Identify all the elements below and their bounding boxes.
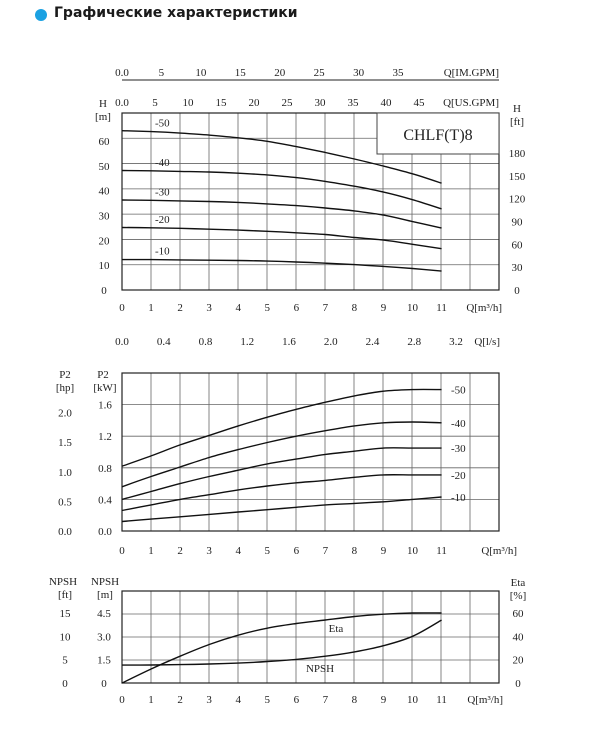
power-kw-label: P2 — [97, 369, 109, 381]
flow-ls-tick: 0.8 — [198, 336, 213, 348]
power-x-tick: 9 — [380, 545, 387, 557]
npsh-x-label: Q[m³/h] — [467, 694, 503, 706]
head-curve-label: -40 — [155, 156, 170, 169]
head-x-tick: 9 — [380, 302, 387, 314]
flow-ls-tick: 0.4 — [156, 336, 171, 348]
head-y-tick: 20 — [98, 235, 110, 248]
power-curve-label: -40 — [451, 417, 466, 430]
head-x-tick: 11 — [436, 302, 447, 314]
im-gpm-tick: 5 — [158, 67, 165, 79]
eta-tick: 40 — [512, 631, 524, 644]
head-y-label: H — [99, 98, 107, 110]
im-gpm-tick: 0.0 — [115, 67, 129, 79]
head-x-tick: 4 — [235, 302, 241, 314]
head-curve-label: -30 — [155, 186, 170, 199]
head-curve-label: -10 — [155, 245, 170, 258]
eta-tick: 20 — [512, 654, 524, 667]
curve-eta — [122, 613, 442, 683]
npsh-x-tick: 3 — [206, 694, 212, 706]
npsh-m-tick: 1.5 — [97, 654, 111, 667]
npsh-x-tick: 1 — [148, 694, 154, 706]
power-x-tick: 0 — [119, 545, 125, 557]
us-gpm-tick: 45 — [413, 97, 425, 109]
npsh-m-unit: [m] — [97, 589, 113, 601]
eta-tick: 60 — [512, 608, 524, 620]
power-x-tick: 5 — [264, 545, 271, 557]
power-hp-tick: 0.5 — [58, 496, 72, 509]
npsh-m-tick: 4.5 — [97, 608, 111, 620]
npsh-m-tick: 0 — [101, 678, 107, 690]
head-curve--40 — [122, 171, 442, 209]
power-x-tick: 3 — [206, 545, 212, 557]
head-chart — [95, 67, 526, 348]
flow-ls-tick: 2.8 — [407, 336, 422, 348]
npsh-x-tick: 10 — [407, 694, 419, 706]
eta-tick: 0 — [515, 678, 521, 690]
head-yright-tick: 30 — [511, 262, 523, 275]
power-x-label: Q[m³/h] — [481, 545, 517, 557]
power-chart — [56, 369, 517, 557]
power-curve--40 — [122, 422, 442, 487]
head-y-tick: 0 — [101, 285, 107, 297]
npsh-ft-label: NPSH — [48, 576, 78, 588]
model-label: CHLF(T)8 — [403, 127, 473, 144]
flow-ls-tick: 2.0 — [323, 336, 338, 348]
npsh-ft-tick: 15 — [59, 608, 71, 620]
eta-curve-label: Eta — [328, 623, 344, 635]
power-frame — [122, 373, 499, 531]
power-x-tick: 7 — [322, 545, 329, 557]
head-curve-label: -20 — [155, 213, 170, 226]
power-x-tick: 6 — [293, 545, 300, 557]
im-gpm-tick: 35 — [392, 67, 404, 79]
head-y-unit: [m] — [95, 111, 111, 123]
us-gpm-tick: 5 — [152, 97, 158, 109]
head-yright-tick: 150 — [508, 170, 526, 183]
us-gpm-tick: 25 — [281, 97, 293, 109]
npsh-m-tick: 3.0 — [97, 631, 111, 644]
head-y-tick: 50 — [98, 160, 110, 173]
npsh-ft-unit: [ft] — [57, 589, 73, 601]
head-yright-unit: [ft] — [509, 116, 525, 128]
npsh-x-tick: 5 — [264, 694, 271, 706]
power-x-tick: 1 — [148, 545, 154, 557]
power-kw-unit: [kW] — [93, 382, 117, 394]
power-hp-label: P2 — [59, 369, 71, 381]
head-x-tick: 7 — [322, 302, 329, 314]
us-gpm-tick: 10 — [182, 97, 194, 109]
us-gpm-tick: 35 — [347, 97, 359, 109]
npsh-x-tick: 11 — [436, 694, 447, 706]
power-curve--30 — [122, 448, 442, 500]
flow-ls-tick: 1.6 — [282, 336, 296, 348]
power-curve-label: -20 — [451, 469, 466, 482]
head-x-tick: 1 — [148, 302, 154, 314]
power-x-tick: 8 — [351, 545, 358, 557]
im-gpm-tick: 20 — [274, 67, 286, 79]
section-title: Графические характеристики — [54, 5, 298, 21]
im-gpm-tick: 10 — [195, 67, 207, 79]
power-curve-label: -10 — [451, 492, 466, 505]
power-kw-tick: 0.4 — [98, 494, 112, 507]
head-yright-tick: 120 — [508, 193, 526, 206]
flow-ls-label: Q[l/s] — [474, 336, 500, 348]
flow-ls-tick: 2.4 — [365, 336, 380, 348]
us-gpm-tick: 40 — [380, 97, 392, 109]
power-x-tick: 4 — [235, 545, 241, 557]
head-x-tick: 6 — [293, 302, 300, 314]
npsh-ft-tick: 0 — [62, 678, 68, 690]
head-yright-tick: 60 — [511, 239, 523, 252]
npsh-x-tick: 9 — [380, 694, 387, 706]
power-curve--20 — [122, 475, 442, 511]
im-gpm-tick: 30 — [353, 67, 365, 79]
power-x-tick: 11 — [436, 545, 447, 557]
power-x-tick: 10 — [407, 545, 419, 557]
head-x-tick: 2 — [177, 302, 183, 314]
flow-ls-tick: 3.2 — [449, 336, 463, 348]
power-curve--50 — [122, 389, 442, 466]
power-kw-tick: 0.8 — [98, 462, 112, 475]
npsh-x-tick: 2 — [177, 694, 183, 706]
eta-unit: [%] — [509, 590, 527, 602]
im-gpm-tick: 15 — [234, 67, 246, 79]
power-hp-tick: 1.0 — [58, 466, 72, 479]
power-curve-label: -30 — [451, 443, 466, 456]
us-gpm-axis-label: Q[US.GPM] — [443, 97, 499, 109]
head-y-tick: 40 — [98, 185, 110, 198]
npsh-eta-chart — [49, 576, 526, 706]
head-x-label: Q[m³/h] — [466, 302, 502, 314]
head-x-tick: 0 — [119, 302, 125, 314]
us-gpm-tick: 0.0 — [115, 97, 129, 109]
us-gpm-tick: 30 — [314, 97, 326, 109]
flow-ls-tick: 1.2 — [240, 336, 255, 348]
npsh-curve-label: NPSH — [305, 663, 335, 675]
npsh-x-tick: 0 — [119, 694, 125, 706]
npsh-ft-tick: 5 — [62, 654, 68, 667]
im-gpm-tick: 25 — [313, 67, 325, 79]
power-hp-tick: 0.0 — [58, 526, 72, 538]
power-kw-tick: 1.6 — [98, 399, 112, 412]
power-x-tick: 2 — [177, 545, 183, 557]
npsh-x-tick: 8 — [351, 694, 358, 706]
head-x-tick: 3 — [206, 302, 212, 314]
im-gpm-axis-label: Q[IM.GPM] — [443, 67, 499, 79]
head-curve--10 — [122, 260, 442, 272]
head-y-tick: 60 — [98, 136, 110, 148]
npsh-m-label: NPSH — [90, 576, 120, 588]
head-x-tick: 8 — [351, 302, 358, 314]
us-gpm-tick: 15 — [215, 97, 227, 109]
npsh-x-tick: 6 — [293, 694, 300, 706]
power-kw-tick: 1.2 — [98, 431, 112, 444]
head-yright-label: H — [513, 103, 521, 115]
head-curve-label: -50 — [155, 117, 170, 130]
head-yright-tick: 180 — [508, 148, 526, 160]
us-gpm-tick: 20 — [248, 97, 260, 109]
npsh-x-tick: 4 — [235, 694, 241, 706]
power-hp-tick: 2.0 — [58, 407, 72, 420]
flow-ls-tick: 0.0 — [115, 336, 129, 348]
power-curve-label: -50 — [451, 384, 466, 397]
power-hp-tick: 1.5 — [58, 437, 72, 450]
eta-label: Eta — [510, 577, 526, 589]
head-x-tick: 10 — [407, 302, 419, 314]
power-kw-tick: 0.0 — [98, 526, 112, 538]
curve-npsh — [122, 620, 442, 665]
npsh-x-tick: 7 — [322, 694, 329, 706]
head-curve--20 — [122, 228, 442, 249]
head-y-tick: 10 — [98, 260, 110, 273]
head-yright-tick: 0 — [514, 285, 520, 297]
head-y-tick: 30 — [98, 210, 110, 223]
head-x-tick: 5 — [264, 302, 271, 314]
npsh-ft-tick: 10 — [59, 631, 71, 644]
head-yright-tick: 90 — [511, 216, 523, 229]
power-hp-unit: [hp] — [55, 382, 75, 394]
